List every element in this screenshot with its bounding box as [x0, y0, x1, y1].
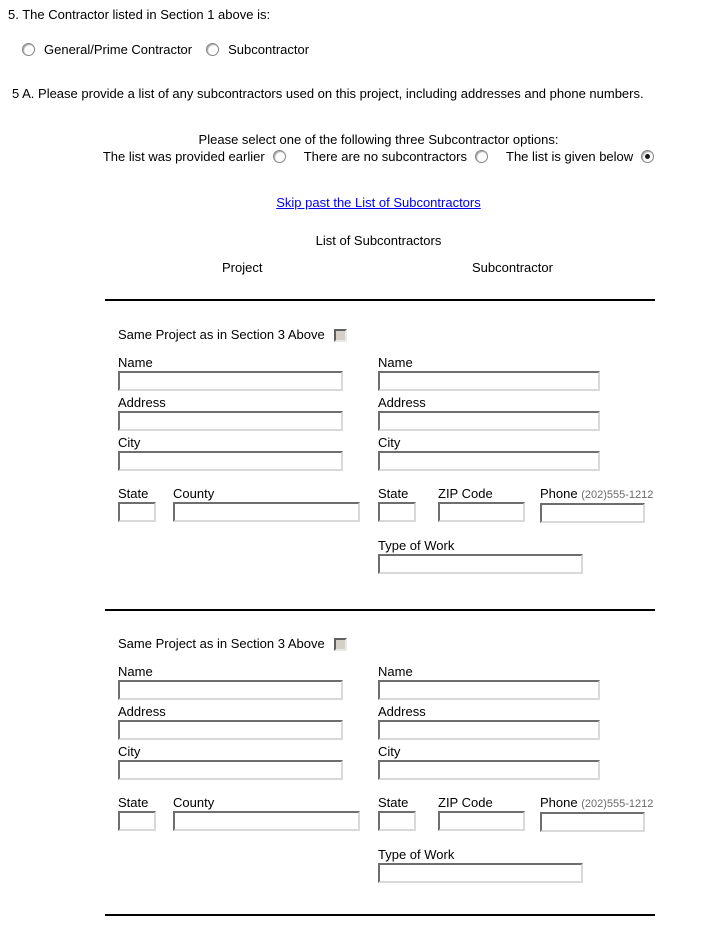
project-state-input[interactable]	[118, 811, 156, 831]
phone-format-hint: (202)555-1212	[581, 798, 654, 810]
subcontractor-name-input[interactable]	[378, 371, 600, 391]
column-header-project: Project	[222, 260, 263, 275]
skip-link-row	[0, 195, 705, 210]
subcontractor-city-label: City	[378, 435, 401, 450]
project-county-label: County	[173, 795, 215, 810]
question-5a-title: 5 A. Please provide a list of any subcontractors used on this project, including addresses and phone numbers.	[12, 86, 644, 101]
subcontractor-city-input[interactable]	[378, 760, 600, 780]
project-city-label: City	[118, 744, 141, 759]
state-county-zip-phone-row	[118, 795, 705, 832]
type-of-work-row	[378, 847, 583, 883]
city-row	[118, 744, 705, 780]
subcontractor-phone-input[interactable]	[540, 812, 645, 832]
same-project-label: Same Project as in Section 3 Above	[118, 327, 325, 342]
project-name-input[interactable]	[118, 680, 343, 700]
project-address-input[interactable]	[118, 720, 343, 740]
subcontractor-address-label: Address	[378, 704, 426, 719]
project-city-input[interactable]	[118, 451, 343, 471]
subcontractor-phone-label: Phone (202)555-1212	[540, 795, 654, 810]
question-5-title: 5. The Contractor listed in Section 1 above is:	[8, 7, 271, 22]
type-of-work-input[interactable]	[378, 554, 583, 574]
project-county-input[interactable]	[173, 811, 360, 831]
radio-label-list-given-below: The list is given below	[506, 149, 634, 164]
column-header-subcontractor: Subcontractor	[472, 260, 553, 275]
city-row	[118, 435, 705, 471]
subcontractor-name-label: Name	[378, 355, 413, 370]
divider	[105, 299, 655, 301]
subcontractor-zip-input[interactable]	[438, 502, 525, 522]
same-project-checkbox[interactable]	[334, 638, 347, 651]
radio-label-subcontractor: Subcontractor	[228, 42, 310, 57]
subcontractor-name-input[interactable]	[378, 680, 600, 700]
divider	[105, 609, 655, 611]
subcontractor-address-input[interactable]	[378, 411, 600, 431]
radio-list-provided-earlier[interactable]	[273, 150, 286, 163]
project-name-input[interactable]	[118, 371, 343, 391]
project-state-label: State	[118, 486, 149, 501]
question-5-options	[22, 42, 323, 57]
subcontractor-state-input[interactable]	[378, 502, 416, 522]
list-of-subcontractors-title: List of Subcontractors	[315, 233, 442, 248]
subcontractor-phone-input[interactable]	[540, 503, 645, 523]
subcontractor-phone-label: Phone (202)555-1212	[540, 486, 654, 501]
name-row	[118, 664, 705, 700]
subcontractor-entry-2	[0, 629, 705, 883]
project-address-label: Address	[118, 704, 166, 719]
state-county-zip-phone-row	[118, 486, 705, 523]
radio-label-general-prime-contractor: General/Prime Contractor	[44, 42, 193, 57]
same-project-label: Same Project as in Section 3 Above	[118, 636, 325, 651]
radio-label-no-subcontractors: There are no subcontractors	[303, 149, 467, 164]
project-city-label: City	[118, 435, 141, 450]
type-of-work-row	[378, 538, 583, 574]
subcontractor-state-label: State	[378, 486, 409, 501]
project-name-label: Name	[118, 664, 153, 679]
same-project-row	[118, 636, 705, 652]
divider	[105, 914, 655, 916]
radio-label-list-provided-earlier: The list was provided earlier	[102, 149, 265, 164]
subcontractor-zip-label: ZIP Code	[438, 486, 493, 501]
subcontractor-zip-label: ZIP Code	[438, 795, 493, 810]
subcontractor-options-row	[0, 149, 705, 164]
address-row	[118, 395, 705, 431]
type-of-work-input[interactable]	[378, 863, 583, 883]
project-county-label: County	[173, 486, 215, 501]
project-state-input[interactable]	[118, 502, 156, 522]
same-project-checkbox[interactable]	[334, 329, 347, 342]
subcontractor-entry-1	[0, 320, 705, 574]
radio-subcontractor[interactable]	[206, 43, 219, 56]
subcontractor-name-label: Name	[378, 664, 413, 679]
type-of-work-label: Type of Work	[378, 538, 455, 553]
same-project-row	[118, 327, 705, 343]
subcontractor-address-label: Address	[378, 395, 426, 410]
project-county-input[interactable]	[173, 502, 360, 522]
subcontractor-state-label: State	[378, 795, 409, 810]
name-row	[118, 355, 705, 391]
subcontractor-city-input[interactable]	[378, 451, 600, 471]
project-state-label: State	[118, 795, 149, 810]
subcontractor-address-input[interactable]	[378, 720, 600, 740]
project-name-label: Name	[118, 355, 153, 370]
project-address-label: Address	[118, 395, 166, 410]
radio-list-given-below[interactable]	[641, 150, 654, 163]
radio-no-subcontractors[interactable]	[475, 150, 488, 163]
radio-general-prime-contractor[interactable]	[22, 43, 35, 56]
project-address-input[interactable]	[118, 411, 343, 431]
phone-format-hint: (202)555-1212	[581, 489, 654, 501]
address-row	[118, 704, 705, 740]
subcontractor-city-label: City	[378, 744, 401, 759]
project-city-input[interactable]	[118, 760, 343, 780]
subcontractor-zip-input[interactable]	[438, 811, 525, 831]
subcontractor-state-input[interactable]	[378, 811, 416, 831]
type-of-work-label: Type of Work	[378, 847, 455, 862]
skip-past-list-link[interactable]: Skip past the List of Subcontractors	[276, 195, 481, 210]
subcontractor-options-prompt: Please select one of the following three Subcontractor options:	[198, 132, 559, 147]
